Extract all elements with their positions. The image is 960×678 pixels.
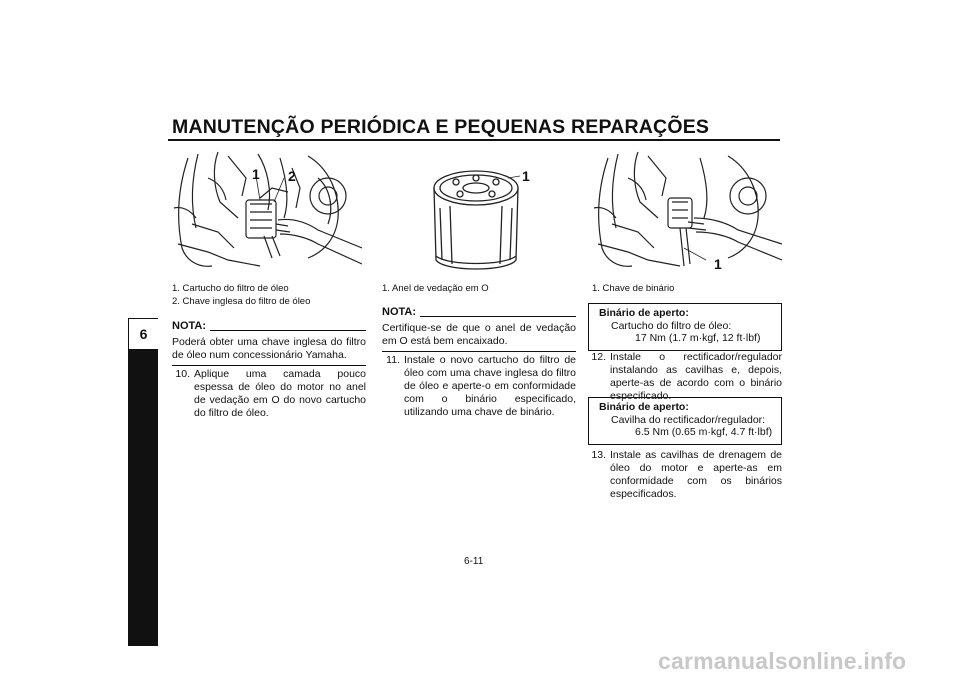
chapter-number: 6 — [128, 318, 158, 350]
nota-label: NOTA: — [382, 306, 417, 318]
step-text: Instale as cavilhas de drenagem de óleo do motor e aperte-as em conformidade com os binários especificados. — [610, 449, 782, 500]
figure-caption — [382, 282, 489, 295]
caption-line: 2. Chave inglesa do filtro de óleo — [172, 296, 311, 307]
step-13-block — [588, 449, 782, 501]
step-text: Aplique uma camada pouco espessa de óleo do motor no anel de vedação em O do novo cartucho do filtro de óleo. — [194, 368, 366, 419]
nota-end-rule — [172, 365, 366, 366]
figure-oil-filter-wrench — [168, 148, 362, 276]
oil-filter-illustration — [382, 148, 576, 276]
spec-heading: Binário de aperto: — [599, 307, 689, 319]
figure-callout: 1 — [522, 168, 530, 184]
step-12-block — [588, 351, 782, 403]
step-number: 12. — [591, 351, 606, 363]
step-text: Instale o novo cartucho do filtro de óleo com uma chave inglesa do filtro de óleo e aperte-o em conformidade com o binário especificado, utilizando uma chave de binário. — [404, 354, 576, 418]
figure-caption — [172, 282, 310, 308]
engine-wrench-illustration — [168, 148, 362, 276]
step-text: Instale o rectificador/regulador instalando as cavilhas e, depois, aperte-as de acordo com o binário especificado. — [610, 351, 782, 402]
nota-label: NOTA: — [172, 320, 207, 332]
nota-rule — [420, 316, 576, 317]
step-number: 10. — [175, 368, 190, 380]
nota-heading — [382, 306, 576, 319]
torque-spec-box — [588, 397, 782, 445]
step-number: 11. — [386, 354, 400, 366]
figure-caption — [592, 282, 674, 295]
spec-heading: Binário de aperto: — [599, 401, 689, 413]
nota-rule — [210, 330, 366, 331]
torque-spec-box — [588, 303, 782, 351]
nota-text: Certifique-se de que o anel de vedação em O está bem encaixado. — [382, 322, 576, 347]
step-12 — [588, 351, 782, 403]
column-2 — [382, 306, 576, 419]
nota-end-rule — [382, 351, 576, 352]
figure-oil-filter-cartridge — [382, 148, 576, 276]
step-10 — [172, 368, 366, 420]
step-number: 13. — [591, 449, 606, 461]
figure-torque-wrench — [588, 148, 782, 276]
page-title: MANUTENÇÃO PERIÓDICA E PEQUENAS REPARAÇÕES — [172, 116, 710, 138]
figure-callout: 2 — [288, 168, 296, 184]
caption-line: 1. Cartucho do filtro de óleo — [172, 283, 289, 294]
chapter-tab — [128, 318, 158, 646]
spec-item: Cartucho do filtro de óleo: — [611, 319, 732, 332]
spec-value: 6.5 Nm (0.65 m·kgf, 4.7 ft·lbf) — [635, 426, 773, 438]
caption-line: 1. Anel de vedação em O — [382, 283, 489, 294]
torque-wrench-illustration — [588, 148, 782, 276]
nota-text: Poderá obter uma chave inglesa do filtro de óleo num concessionário Yamaha. — [172, 336, 366, 361]
caption-line: 1. Chave de binário — [592, 283, 675, 294]
column-1 — [172, 320, 366, 420]
page-number: 6-11 — [464, 556, 484, 567]
watermark: carmanualsonline.info — [658, 648, 907, 674]
figure-callout: 1 — [714, 256, 722, 272]
step-11 — [382, 354, 576, 419]
nota-heading — [172, 320, 366, 333]
figure-callout: 1 — [252, 166, 260, 182]
step-13 — [588, 449, 782, 501]
spec-value: 17 Nm (1.7 m·kgf, 12 ft·lbf) — [635, 332, 761, 344]
title-rule — [168, 139, 780, 141]
spec-item: Cavilha do rectificador/regulador: — [611, 413, 766, 426]
